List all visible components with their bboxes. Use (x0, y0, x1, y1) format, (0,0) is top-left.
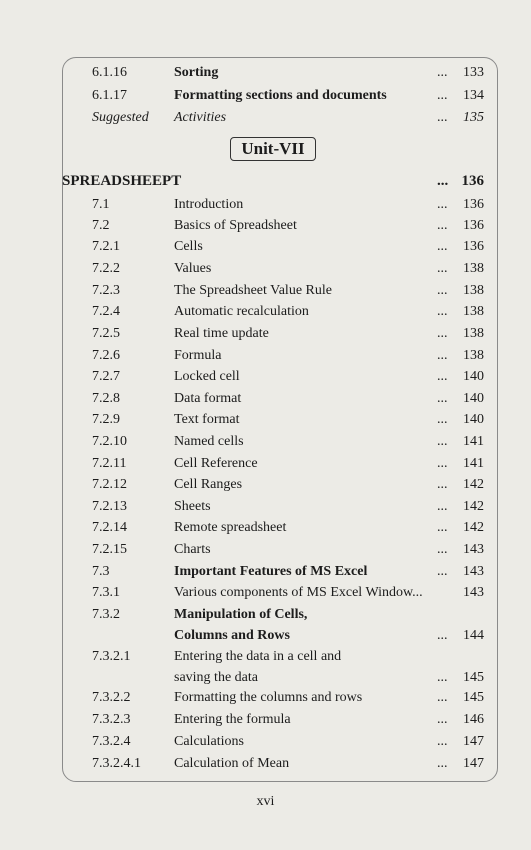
entry-page: 138 (463, 304, 484, 319)
entry-page: 143 (463, 585, 484, 600)
entry-page: 134 (463, 88, 484, 103)
entry-title: Cells (174, 239, 203, 254)
entry-number: 7.3.2.4 (92, 734, 131, 749)
entry-title: Remote spreadsheet (174, 520, 287, 535)
section-page: 136 (461, 173, 484, 189)
entry-number: Suggested (92, 110, 149, 125)
entry-number: 7.2.15 (92, 542, 127, 557)
entry-page: 136 (463, 197, 484, 212)
entry-leader: ... (437, 88, 448, 103)
entry-number: 7.2.1 (92, 239, 120, 254)
entry-title: Activities (174, 110, 227, 125)
entry-number: 7.3.2 (92, 607, 120, 622)
entry-leader: ... (437, 197, 448, 212)
entry-title-continued: saving the data (174, 670, 258, 685)
entry-title: Entering the formula (174, 712, 291, 727)
entry-leader: ... (437, 564, 448, 579)
entry-number: 7.2.2 (92, 261, 120, 276)
entry-number: 7.2.3 (92, 283, 120, 298)
entry-leader: ... (437, 239, 448, 254)
entry-leader: ... (437, 542, 448, 557)
entry-leader: ... (437, 348, 448, 363)
entry-title: Important Features of MS Excel (174, 564, 368, 579)
entry-number: 6.1.16 (92, 65, 127, 80)
entry-page: 136 (463, 239, 484, 254)
entry-title: Cell Reference (174, 456, 258, 471)
entry-number: 7.2.14 (92, 520, 127, 535)
entry-leader: ... (437, 110, 448, 125)
entry-number: 7.3 (92, 564, 110, 579)
entry-title: Cell Ranges (174, 477, 243, 492)
entry-leader: ... (437, 734, 448, 749)
entry-page: 142 (463, 477, 484, 492)
entry-page: 144 (463, 628, 484, 643)
entry-page: 141 (463, 456, 484, 471)
entry-number: 7.3.1 (92, 585, 120, 600)
entry-leader: ... (437, 369, 448, 384)
entry-leader: ... (437, 499, 448, 514)
entry-page: 145 (463, 690, 484, 705)
entry-title: Real time update (174, 326, 269, 341)
entry-number: 7.1 (92, 197, 110, 212)
entry-title: The Spreadsheet Value Rule (174, 283, 332, 298)
entry-leader: ... (437, 456, 448, 471)
entry-number: 7.2.4 (92, 304, 120, 319)
section-leader: ... (437, 173, 449, 189)
entry-number: 7.2.10 (92, 434, 127, 449)
entry-number: 7.2.11 (92, 456, 127, 471)
entry-leader: ... (437, 520, 448, 535)
entry-title: Charts (174, 542, 211, 557)
entry-leader: ... (437, 261, 448, 276)
entry-leader: ... (437, 690, 448, 705)
entry-title: Formatting sections and documents (174, 88, 387, 103)
entry-number: 7.2.13 (92, 499, 127, 514)
entry-number: 7.3.2.4.1 (92, 756, 141, 771)
entry-page: 143 (463, 542, 484, 557)
entry-leader: ... (437, 756, 448, 771)
entry-page: 138 (463, 283, 484, 298)
entry-page: 142 (463, 499, 484, 514)
entry-title: Data format (174, 391, 242, 406)
entry-number: 7.3.2.2 (92, 690, 131, 705)
entry-number: 7.2.5 (92, 326, 120, 341)
entry-leader: ... (437, 391, 448, 406)
entry-leader: ... (437, 412, 448, 427)
entry-number: 7.2 (92, 218, 110, 233)
entry-number: 7.2.7 (92, 369, 120, 384)
entry-page: 138 (463, 261, 484, 276)
entry-title: Calculations (174, 734, 244, 749)
entry-title: Formula (174, 348, 222, 363)
entry-page: 146 (463, 712, 484, 727)
entry-page: 142 (463, 520, 484, 535)
entry-title: Various components of MS Excel Window... (174, 585, 423, 600)
entry-title: Entering the data in a cell and (174, 649, 342, 664)
entry-number: 6.1.17 (92, 88, 127, 103)
entry-title: Sheets (174, 499, 211, 514)
entry-number: 7.3.2.1 (92, 649, 131, 664)
entry-title: Basics of Spreadsheet (174, 218, 297, 233)
entry-leader: ... (437, 283, 448, 298)
entry-leader: ... (437, 326, 448, 341)
entry-leader: ... (437, 712, 448, 727)
entry-page: 138 (463, 348, 484, 363)
entry-title: Calculation of Mean (174, 756, 290, 771)
entry-page: 147 (463, 734, 484, 749)
unit-heading: Unit-VII (230, 137, 316, 161)
entry-number: 7.3.2.3 (92, 712, 131, 727)
entry-leader: ... (437, 218, 448, 233)
entry-page: 135 (463, 110, 484, 125)
entry-page: 147 (463, 756, 484, 771)
entry-number: 7.2.12 (92, 477, 127, 492)
entry-page: 136 (463, 218, 484, 233)
entry-leader: ... (437, 65, 448, 80)
entry-page: 145 (463, 670, 484, 685)
entry-title: Introduction (174, 197, 244, 212)
entry-title: Locked cell (174, 369, 240, 384)
entry-title: Sorting (174, 65, 219, 80)
entry-page: 140 (463, 412, 484, 427)
entry-page: 133 (463, 65, 484, 80)
entry-page: 138 (463, 326, 484, 341)
entry-page: 141 (463, 434, 484, 449)
entry-title: Named cells (174, 434, 244, 449)
entry-leader: ... (437, 477, 448, 492)
entry-number: 7.2.8 (92, 391, 120, 406)
entry-title: Text format (174, 412, 240, 427)
entry-page: 140 (463, 391, 484, 406)
page-number: xvi (256, 794, 275, 809)
entry-title: Manipulation of Cells, (174, 607, 308, 622)
section-title: SPREADSHEEPT (62, 173, 182, 189)
entry-title: Automatic recalculation (174, 304, 309, 319)
entry-leader: ... (437, 670, 448, 685)
entry-number: 7.2.9 (92, 412, 120, 427)
page-border-frame (62, 57, 498, 782)
entry-leader: ... (437, 628, 448, 643)
entry-title: Values (174, 261, 212, 276)
entry-leader: ... (437, 304, 448, 319)
entry-number: 7.2.6 (92, 348, 120, 363)
entry-title: Formatting the columns and rows (174, 690, 363, 705)
entry-page: 143 (463, 564, 484, 579)
entry-leader: ... (437, 434, 448, 449)
entry-title-continued: Columns and Rows (174, 628, 290, 643)
entry-page: 140 (463, 369, 484, 384)
